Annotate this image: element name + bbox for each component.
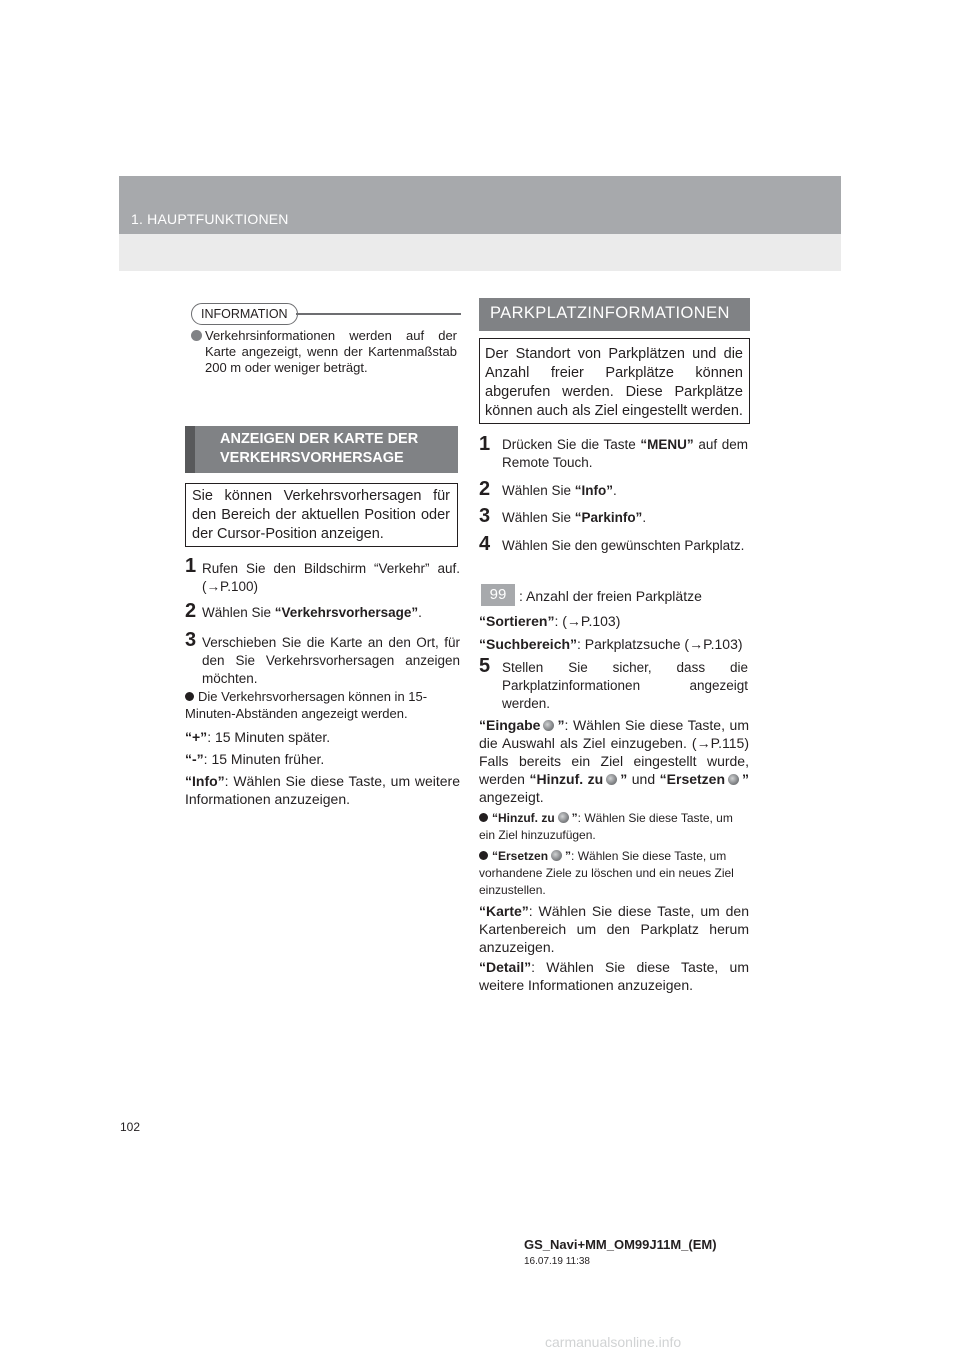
- option-label-end: ”: [742, 771, 750, 787]
- step-text: [502, 509, 748, 527]
- option-text: : 15 Minuten früher.: [203, 751, 325, 767]
- option-text: : 15 Minuten später.: [207, 729, 331, 745]
- chapter-title: 1. HAUPTFUNKTIONEN: [131, 211, 289, 227]
- option-minus: [185, 750, 460, 768]
- option-search: [479, 635, 749, 653]
- step-text-part: Wählen Sie: [502, 510, 575, 525]
- option-label-end: ”: [557, 717, 565, 733]
- section-title-forecast: ANZEIGEN DER KARTE DER VERKEHRSVORHERSAGE: [220, 431, 419, 466]
- bullet-icon: [191, 330, 202, 341]
- option-label: “Karte”: [479, 903, 529, 919]
- option-label: “Ersetzen: [492, 849, 549, 863]
- step-text: [202, 604, 460, 622]
- step-number: 3: [185, 629, 197, 651]
- watermark: carmanualsonline.info: [545, 1334, 682, 1350]
- bullet-icon: [479, 851, 488, 860]
- option-map: [479, 902, 749, 956]
- step-number: 2: [479, 478, 491, 500]
- option-label-end: ”: [565, 849, 572, 863]
- button-label: “Parkinfo”: [574, 510, 643, 525]
- step-text-part: .: [642, 510, 647, 525]
- step-text-part: Wählen Sie: [202, 605, 275, 620]
- information-tag: INFORMATION: [191, 303, 298, 325]
- step-number: 2: [185, 600, 197, 622]
- button-label: “MENU”: [640, 437, 694, 452]
- step-text: Wählen Sie den gewünschten Parkplatz.: [502, 538, 745, 553]
- bullet-icon: [185, 692, 194, 701]
- step-text: Stellen Sie sicher, dass die Parkplatzinformationen angezeigt werden.: [502, 660, 748, 711]
- step-text: [502, 436, 748, 472]
- step-number: 1: [479, 433, 491, 455]
- option-label: “Hinzuf. zu: [492, 811, 555, 825]
- information-text: Verkehrsinformationen werden auf der Karte angezeigt, wenn der Kartenmaßstab 200 m oder weniger beträgt.: [205, 328, 457, 375]
- note-bullet: [479, 810, 749, 844]
- joystick-icon: [551, 850, 562, 861]
- step-text-part: .: [418, 605, 422, 620]
- option-text: : Wählen Sie diese Taste, um weitere Informationen anzuzeigen.: [185, 773, 460, 807]
- connector-text: und: [627, 771, 660, 787]
- step-text-part: .: [613, 483, 617, 498]
- option-text: : Wählen Sie diese Taste, um den Kartenbereich um den Parkplatz herum anzuzeigen.: [479, 903, 749, 955]
- note-text: Die Verkehrsvorhersagen können in 15-Minuten-Abständen angezeigt werden.: [185, 689, 428, 721]
- note-bullet: [479, 848, 749, 899]
- step-number: 4: [479, 533, 491, 555]
- joystick-icon: [606, 774, 617, 785]
- option-enter: [479, 716, 749, 806]
- note-bullet: [185, 688, 460, 722]
- option-text: : Parkplatzsuche (→P.103): [577, 636, 743, 652]
- joystick-icon: [728, 774, 739, 785]
- step-text: Verschieben Sie die Karte an den Ort, für den Sie Verkehrsvorhersagen anzeigen möchten.: [202, 635, 460, 686]
- note-text: : Wählen Sie diese Taste, um vorhandene Ziele zu löschen und ein neues Ziel einzustellen.: [479, 849, 734, 897]
- option-label: “Suchbereich”: [479, 636, 578, 652]
- option-plus: [185, 728, 460, 746]
- intro-text: Der Standort von Parkplätzen und die Anzahl freier Parkplätze können abgerufen werden. Diese Parkplätze können auch als Ziel eingestellt werden.: [485, 346, 743, 419]
- step-text: [502, 482, 748, 500]
- option-label: “Ersetzen: [659, 771, 726, 787]
- option-label: “Hinzuf. zu: [529, 771, 604, 787]
- free-spaces-badge: 99: [481, 584, 515, 606]
- print-timestamp: 16.07.19 11:38: [524, 1256, 590, 1267]
- option-info: [185, 772, 460, 808]
- information-rule: [296, 313, 461, 315]
- step-text: Rufen Sie den Bildschirm “Verkehr” auf. (→P.100): [202, 561, 460, 594]
- section-title-parking: PARKPLATZINFORMATIONEN: [490, 304, 730, 322]
- option-text: : (→P.103): [554, 613, 621, 629]
- option-label: “-”: [185, 751, 204, 767]
- button-label: “Info”: [574, 483, 614, 498]
- step-number: 3: [479, 505, 491, 527]
- badge-description: : Anzahl der freien Parkplätze: [519, 588, 702, 604]
- button-label: “Verkehrsvorhersage”: [274, 605, 419, 620]
- option-label: “Sortieren”: [479, 613, 555, 629]
- step-number: 1: [185, 555, 197, 577]
- option-label-end: ”: [620, 771, 628, 787]
- option-label: “Eingabe: [479, 717, 541, 733]
- bullet-icon: [479, 813, 488, 822]
- note-text: : Wählen Sie diese Taste, um ein Ziel hinzuzufügen.: [479, 811, 733, 842]
- option-label: “+”: [185, 729, 208, 745]
- option-text: : Wählen Sie diese Taste, um weitere Informationen anzuzeigen.: [479, 959, 749, 993]
- section-heading-accent: [185, 426, 195, 473]
- joystick-icon: [543, 720, 554, 731]
- option-text: angezeigt.: [479, 789, 544, 805]
- option-label: “Detail”: [479, 959, 532, 975]
- step-text-part: Drücken Sie die Taste: [502, 437, 641, 452]
- step-text-part: auf dem Remote Touch.: [502, 437, 748, 470]
- document-code: GS_Navi+MM_OM99J11M_(EM): [524, 1237, 717, 1252]
- option-label: “Info”: [185, 773, 225, 789]
- page-number: 102: [120, 1120, 141, 1134]
- option-sort: [479, 612, 749, 630]
- option-detail: [479, 958, 749, 994]
- joystick-icon: [558, 812, 569, 823]
- option-label-end: ”: [571, 811, 578, 825]
- option-text: : Wählen Sie diese Taste, um die Auswahl als Ziel einzugeben. (→P.115) Falls bereits ein Ziel eingestellt wurde, werden: [479, 717, 749, 787]
- intro-text: Sie können Verkehrsvorhersagen für den Bereich der aktuellen Position oder der Cursor-Position anzeigen.: [192, 488, 450, 542]
- step-text-part: Wählen Sie: [502, 483, 575, 498]
- step-number: 5: [479, 655, 491, 677]
